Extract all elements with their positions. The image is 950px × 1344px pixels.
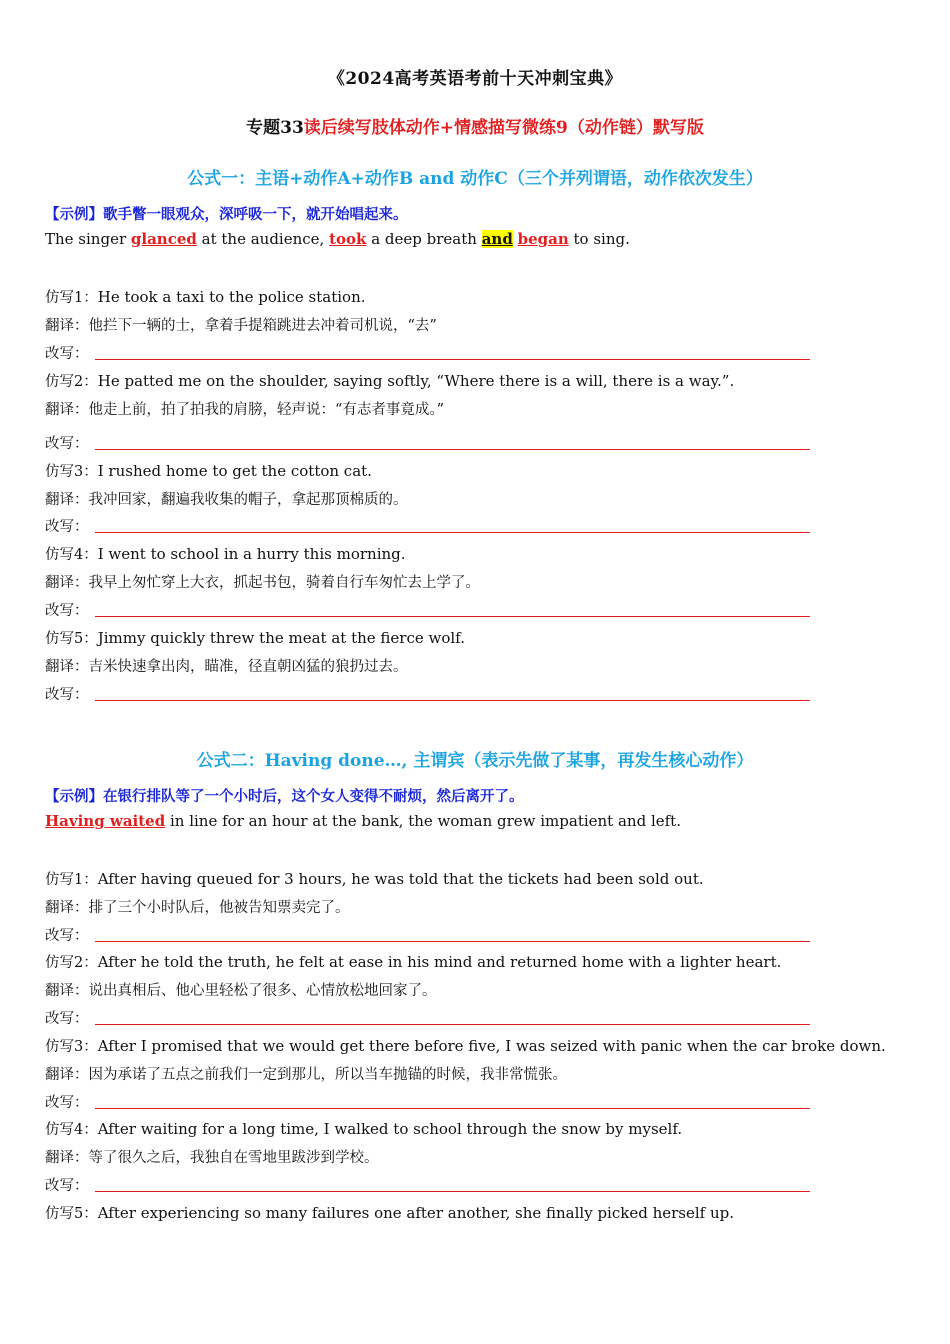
s2-item4-rewrite [45, 1174, 810, 1194]
rewrite-label: 改写： [45, 1011, 89, 1027]
s1-item5-translation [45, 655, 408, 676]
prompt-sentence: He patted me on the shoulder, saying softly, “Where there is a will, there is a way.”. [97, 372, 735, 390]
s1-item5-prompt [45, 627, 465, 648]
formula-one-example-cn: 【示例】歌手瞥一眼观众，深呼吸一下，就开始唱起来。 [45, 206, 408, 223]
s1-item1-answer-line[interactable] [95, 359, 810, 360]
s2-item2-prompt [45, 951, 781, 972]
formula-two-example-cn: 【示例】在银行排队等了一个小时后，这个女人变得不耐烦，然后离开了。 [45, 788, 524, 805]
s2-item1-rewrite [45, 924, 810, 944]
rewrite-label: 改写： [45, 603, 89, 619]
s2-item4-translation [45, 1146, 379, 1167]
formula-two-example-en [45, 812, 681, 830]
s1-item4-rewrite [45, 599, 810, 619]
translation-label: 翻译： [45, 659, 89, 675]
prompt-label: 仿写1： [45, 872, 98, 888]
prompt-sentence: After waiting for a long time, I walked to school through the snow by myself. [97, 1120, 683, 1138]
keyword-and-highlighted: and [481, 230, 513, 248]
prompt-label: 仿写3： [45, 464, 98, 480]
s2-item1-prompt [45, 868, 704, 889]
translation-label: 翻译： [45, 575, 89, 591]
example-text: to sing. [568, 230, 630, 248]
s1-item3-rewrite [45, 515, 810, 535]
s2-item3-prompt [45, 1035, 886, 1056]
translation-text: 因为承诺了五点之前我们一定到那儿，所以当车抛锚的时候，我非常慌张。 [88, 1067, 567, 1083]
prompt-sentence: He took a taxi to the police station. [97, 288, 366, 306]
rewrite-label: 改写： [45, 519, 89, 535]
translation-text: 他拦下一辆的士，拿着手提箱跳进去冲着司机说，“去” [88, 318, 437, 334]
translation-label: 翻译： [45, 900, 89, 916]
document-subtitle [0, 113, 950, 138]
translation-label: 翻译： [45, 1150, 89, 1166]
rewrite-label: 改写： [45, 436, 89, 452]
s2-item3-rewrite [45, 1091, 810, 1111]
prompt-sentence: After he told the truth, he felt at ease in his mind and returned home with a lighter heart. [97, 953, 782, 971]
s1-item3-prompt [45, 460, 372, 481]
translation-text: 吉米快速拿出肉，瞄准，径直朝凶猛的狼扔过去。 [88, 659, 408, 675]
prompt-sentence: Jimmy quickly threw the meat at the fierce wolf. [97, 629, 465, 647]
s1-item2-answer-line[interactable] [95, 449, 810, 450]
translation-text: 他走上前，拍了拍我的肩膀，轻声说：“有志者事竟成。” [88, 402, 445, 418]
document-title: 《2024高考英语考前十天冲刺宝典》 [327, 69, 623, 89]
rewrite-label: 改写： [45, 687, 89, 703]
translation-label: 翻译： [45, 492, 89, 508]
translation-text: 等了很久之后，我独自在雪地里跋涉到学校。 [88, 1150, 379, 1166]
prompt-label: 仿写1： [45, 290, 98, 306]
s1-item2-prompt [45, 370, 734, 391]
prompt-sentence: After experiencing so many failures one after another, she finally picked herself up. [97, 1204, 735, 1222]
rewrite-label: 改写： [45, 928, 89, 944]
s2-item5-prompt [45, 1202, 734, 1223]
s1-item4-answer-line[interactable] [95, 616, 810, 617]
formula-two-heading: 公式二：Having done…, 主谓宾（表示先做了某事，再发生核心动作） [196, 751, 754, 771]
keyword-began: began [517, 230, 569, 248]
translation-label: 翻译： [45, 983, 89, 999]
prompt-label: 仿写5： [45, 631, 98, 647]
s1-item4-translation [45, 571, 480, 592]
s2-item3-answer-line[interactable] [95, 1108, 810, 1109]
rewrite-label: 改写： [45, 1178, 89, 1194]
s2-item1-answer-line[interactable] [95, 941, 810, 942]
example-text: at the audience, [196, 230, 330, 248]
prompt-sentence: I rushed home to get the cotton cat. [97, 462, 372, 480]
translation-label: 翻译： [45, 402, 89, 418]
translation-label: 翻译： [45, 1067, 89, 1083]
s2-item2-answer-line[interactable] [95, 1024, 810, 1025]
prompt-label: 仿写3： [45, 1039, 98, 1055]
formula-one-heading: 公式一：主语+动作A+动作B and 动作C（三个并列谓语，动作依次发生） [187, 169, 763, 189]
prompt-label: 仿写4： [45, 1122, 98, 1138]
translation-label: 翻译： [45, 318, 89, 334]
prompt-sentence: After having queued for 3 hours, he was told that the tickets had been sold out. [97, 870, 704, 888]
translation-text: 我早上匆忙穿上大衣，抓起书包，骑着自行车匆忙去上学了。 [88, 575, 480, 591]
prompt-label: 仿写2： [45, 374, 98, 390]
keyword-took: took [329, 230, 367, 248]
prompt-sentence: I went to school in a hurry this morning. [97, 545, 406, 563]
subtitle-topic-name: 读后续写肢体动作+情感描写微练9（动作链）默写版 [303, 118, 704, 138]
s1-item2-translation [45, 398, 444, 419]
s1-item2-rewrite [45, 432, 810, 452]
rewrite-label: 改写： [45, 346, 89, 362]
translation-text: 说出真相后、他心里轻松了很多、心情放松地回家了。 [88, 983, 437, 999]
s1-item4-prompt [45, 543, 406, 564]
subtitle-topic-number: 专题33 [246, 118, 304, 138]
rewrite-label: 改写： [45, 1095, 89, 1111]
s1-item1-prompt [45, 286, 366, 307]
example-text: in line for an hour at the bank, the woman grew impatient and left. [165, 812, 681, 830]
formula-one-example-en [45, 230, 630, 248]
s2-item4-answer-line[interactable] [95, 1191, 810, 1192]
translation-text: 排了三个小时队后，他被告知票卖完了。 [88, 900, 350, 916]
s1-item5-answer-line[interactable] [95, 700, 810, 701]
s2-item2-translation [45, 979, 437, 1000]
s2-item1-translation [45, 896, 350, 917]
keyword-having-waited: Having waited [45, 812, 166, 830]
s1-item1-translation [45, 314, 437, 335]
s1-item3-translation [45, 488, 408, 509]
prompt-sentence: After I promised that we would get there before five, I was seized with panic when the car broke down. [97, 1037, 886, 1055]
s1-item1-rewrite [45, 342, 810, 362]
prompt-label: 仿写2： [45, 955, 98, 971]
example-text: a deep breath [366, 230, 482, 248]
example-text: The singer [45, 230, 131, 248]
s2-item4-prompt [45, 1118, 682, 1139]
prompt-label: 仿写5： [45, 1206, 98, 1222]
s1-item5-rewrite [45, 683, 810, 703]
s2-item3-translation [45, 1063, 567, 1084]
keyword-glanced: glanced [130, 230, 197, 248]
s1-item3-answer-line[interactable] [95, 532, 810, 533]
s2-item2-rewrite [45, 1007, 810, 1027]
translation-text: 我冲回家，翻遍我收集的帽子，拿起那顶棉质的。 [88, 492, 408, 508]
prompt-label: 仿写4： [45, 547, 98, 563]
